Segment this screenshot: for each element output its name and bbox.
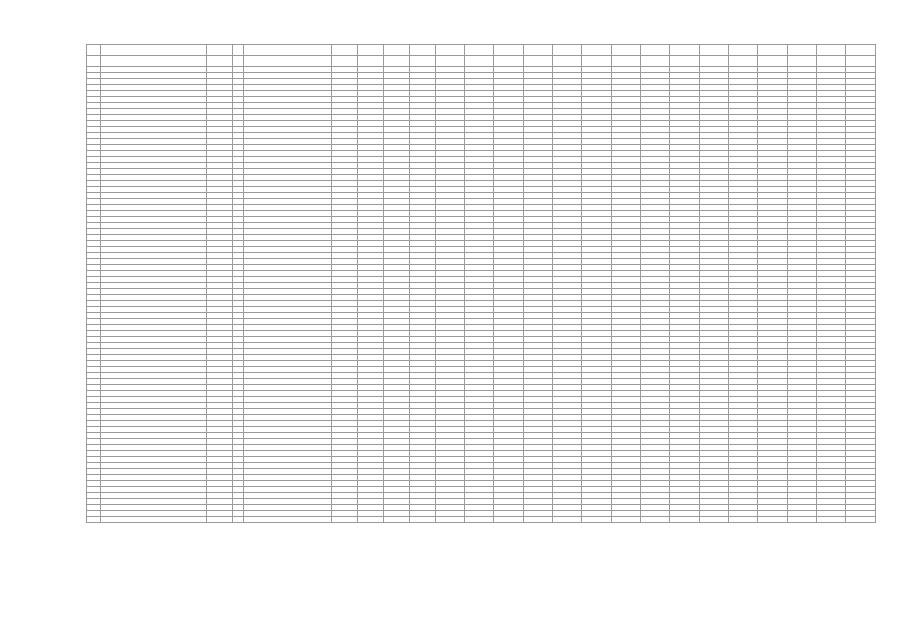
table-cell — [409, 517, 435, 523]
table-cell — [641, 517, 670, 523]
header-cell — [384, 45, 410, 56]
table-cell — [611, 517, 640, 523]
header-cell — [232, 56, 244, 67]
table-cell — [332, 517, 358, 523]
header-cell — [465, 56, 494, 67]
table-cell — [582, 517, 611, 523]
header-cell — [332, 45, 358, 56]
header-cell — [641, 45, 670, 56]
table-cell — [232, 517, 244, 523]
header-cell — [87, 56, 101, 67]
header-cell — [87, 45, 101, 56]
table-body — [87, 67, 876, 523]
header-cell — [206, 56, 232, 67]
header-cell — [409, 45, 435, 56]
header-cell — [729, 56, 758, 67]
header-cell — [244, 45, 332, 56]
header-cell — [670, 45, 699, 56]
table-cell — [787, 517, 816, 523]
header-cell — [846, 45, 876, 56]
header-cell — [206, 45, 232, 56]
header-cell — [435, 45, 464, 56]
header-cell — [582, 56, 611, 67]
header-cell — [787, 56, 816, 67]
header-cell — [384, 56, 410, 67]
header-cell — [729, 45, 758, 56]
header-cell — [787, 45, 816, 56]
header-cell — [101, 56, 207, 67]
table-cell — [729, 517, 758, 523]
header-cell — [699, 56, 728, 67]
header-cell — [758, 56, 787, 67]
header-cell — [358, 45, 384, 56]
budget-table — [86, 44, 876, 523]
table-cell — [87, 517, 101, 523]
header-cell — [758, 45, 787, 56]
table-cell — [494, 517, 523, 523]
table-cell — [699, 517, 728, 523]
header-cell — [817, 56, 846, 67]
header-cell — [101, 45, 207, 56]
table-cell — [670, 517, 699, 523]
table-cell — [758, 517, 787, 523]
table-cell — [384, 517, 410, 523]
header-cell — [523, 45, 552, 56]
header-cell — [244, 56, 332, 67]
table-cell — [244, 517, 332, 523]
header-row — [87, 45, 876, 56]
header-cell — [846, 56, 876, 67]
table-cell — [358, 517, 384, 523]
header-cell — [232, 45, 244, 56]
table-cell — [465, 517, 494, 523]
header-cell — [435, 56, 464, 67]
header-cell — [494, 45, 523, 56]
table-cell — [817, 517, 846, 523]
header-cell — [611, 45, 640, 56]
header-row — [87, 56, 876, 67]
header-cell — [332, 56, 358, 67]
table-cell — [435, 517, 464, 523]
table-header — [87, 45, 876, 67]
header-cell — [465, 45, 494, 56]
header-cell — [611, 56, 640, 67]
header-cell — [494, 56, 523, 67]
table-row — [87, 517, 876, 523]
table-cell — [553, 517, 582, 523]
header-cell — [582, 45, 611, 56]
header-cell — [670, 56, 699, 67]
table-cell — [101, 517, 207, 523]
header-cell — [523, 56, 552, 67]
table-cell — [206, 517, 232, 523]
header-cell — [553, 45, 582, 56]
header-cell — [409, 56, 435, 67]
header-cell — [699, 45, 728, 56]
table-cell — [846, 517, 876, 523]
header-cell — [553, 56, 582, 67]
header-cell — [641, 56, 670, 67]
header-cell — [817, 45, 846, 56]
header-cell — [358, 56, 384, 67]
table-cell — [523, 517, 552, 523]
